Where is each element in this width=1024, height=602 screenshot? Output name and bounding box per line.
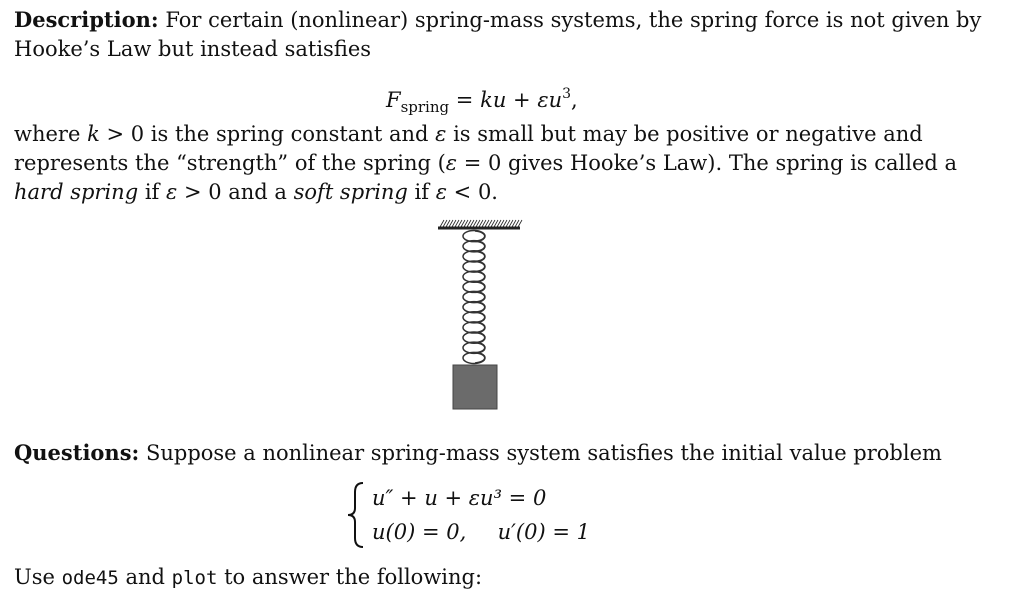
- closing-text-c: to answer the following:: [217, 565, 483, 589]
- p2-text-i: < 0.: [447, 180, 498, 204]
- p2-eps-2: ε: [445, 151, 458, 175]
- force-symbol: F: [386, 88, 401, 112]
- description-line-2: [14, 36, 371, 62]
- p2-text-d: represents the “strength” of the spring (: [14, 151, 446, 175]
- p2-text-c: is small but may be positive or negative and: [446, 122, 923, 146]
- p2-eps-3: ε: [166, 180, 178, 204]
- mass-block: [453, 365, 497, 409]
- left-brace: [345, 480, 367, 550]
- spring-mass-diagram: [430, 215, 530, 415]
- hard-spring-term: hard spring: [14, 180, 139, 204]
- p2-text-b: > 0 is the spring constant and: [99, 122, 436, 146]
- spring-coil: [463, 230, 485, 363]
- closing-line: [14, 564, 482, 591]
- questions-line: [14, 440, 942, 466]
- description-heading: Description:: [14, 7, 159, 32]
- paragraph2-line-3: [14, 179, 498, 205]
- formula-comma: ,: [571, 88, 578, 112]
- code-plot: plot: [171, 567, 218, 589]
- ivp-condition-du0: u′(0) = 1: [497, 520, 590, 544]
- questions-heading: Questions:: [14, 440, 140, 465]
- ceiling-hatch: [440, 220, 522, 227]
- closing-text-b: and: [118, 565, 172, 589]
- ivp-initial-conditions: [372, 519, 590, 545]
- ivp-condition-u0: u(0) = 0,: [372, 520, 467, 544]
- ivp-equation: u″ + u + εu³ = 0: [372, 486, 547, 510]
- spring-force-formula: [386, 81, 578, 120]
- paragraph2-line-2: [14, 150, 957, 176]
- closing-text-a: Use: [14, 565, 62, 589]
- description-line-1: [14, 7, 981, 33]
- formula-eps-u: εu: [537, 88, 563, 112]
- questions-text: Suppose a nonlinear spring-mass system satisfies the initial value problem: [145, 441, 942, 465]
- p2-eps: ε: [435, 122, 447, 146]
- p2-text-a: where: [14, 122, 88, 146]
- p2-k: k: [87, 122, 100, 146]
- p2-text-e: = 0 gives Hooke’s Law). The spring is called a: [457, 151, 958, 175]
- paragraph2-line-1: [14, 121, 923, 147]
- soft-spring-term: soft spring: [293, 180, 408, 204]
- description-text-1: For certain (nonlinear) spring-mass systems, the spring force is not given by: [165, 8, 982, 32]
- p2-text-g: > 0 and a: [177, 180, 294, 204]
- p2-text-h: if: [407, 180, 436, 204]
- description-text-2: Hooke’s Law but instead satisfies: [14, 37, 372, 61]
- code-ode45: ode45: [61, 567, 119, 589]
- formula-ku: ku: [480, 88, 507, 112]
- p2-text-f: if: [138, 180, 166, 204]
- formula-plus: +: [513, 88, 531, 112]
- formula-equals: =: [455, 88, 474, 112]
- force-subscript: spring: [400, 98, 450, 116]
- formula-power: 3: [562, 86, 572, 102]
- p2-eps-4: ε: [435, 180, 447, 204]
